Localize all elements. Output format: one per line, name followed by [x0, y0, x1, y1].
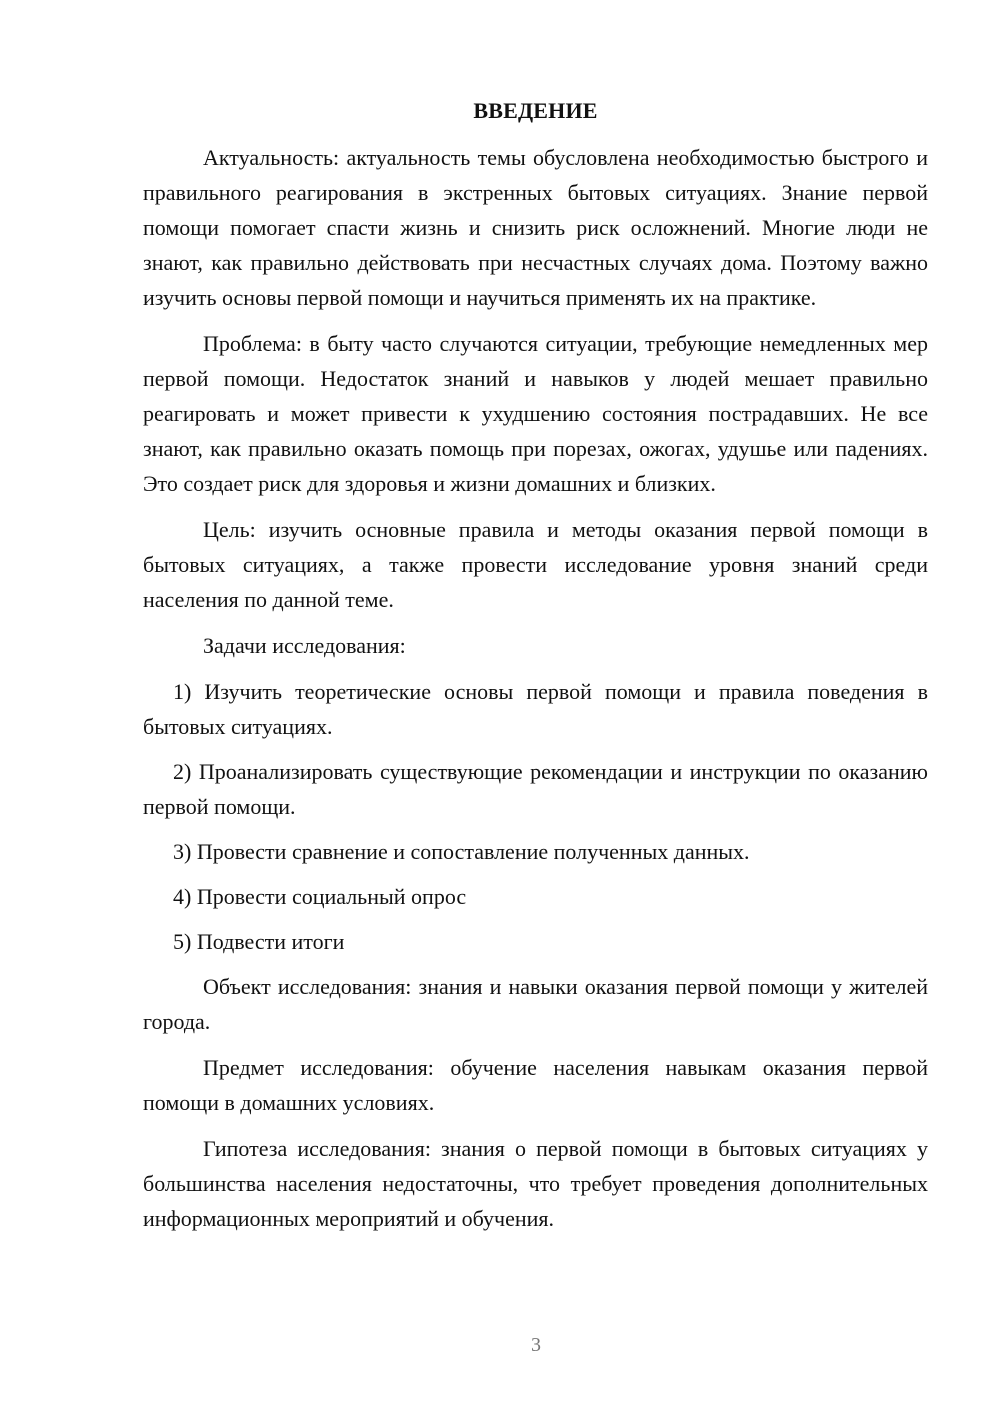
paragraph-hypothesis: Гипотеза исследования: знания о первой помощи в бытовых ситуациях у большинства населения недостаточны, что требует проведения дополнительных информационных мероприятий и обучения.: [143, 1136, 928, 1231]
paragraph-object: Объект исследования: знания и навыки оказания первой помощи у жителей города.: [143, 974, 928, 1034]
page-number: 3: [531, 1334, 541, 1356]
document-page: [143, 94, 928, 1247]
task-item-1: 1) Изучить теоретические основы первой помощи и правила поведения в бытовых ситуациях.: [143, 679, 928, 739]
task-item-2: 2) Проанализировать существующие рекомендации и инструкции по оказанию первой помощи.: [143, 759, 928, 819]
task-item-5: 5) Подвести итоги: [173, 929, 345, 954]
paragraph-relevance: Актуальность: актуальность темы обусловлена необходимостью быстрого и правильного реагирования в экстренных бытовых ситуациях. Знание первой помощи помогает спасти жизнь и снизить риск осложнений. Многие люди не знают, как правильно действовать при несчастных случаях дома. Поэтому важно изучить основы первой помощи и научиться применять их на практике.: [143, 145, 928, 310]
task-item-4: 4) Провести социальный опрос: [173, 884, 467, 909]
paragraph-tasks-heading: Задачи исследования:: [203, 633, 406, 658]
task-item-3: 3) Провести сравнение и сопоставление полученных данных.: [173, 839, 750, 864]
section-title: ВВЕДЕНИЕ: [473, 98, 598, 123]
paragraph-problem: Проблема: в быту часто случаются ситуации, требующие немедленных мер первой помощи. Недостаток знаний и навыков у людей мешает правильно реагировать и может привести к ухудшению состояния пострадавших. Не все знают, как правильно оказать помощь при порезах, ожогах, удушье или падениях. Это создает риск для здоровья и жизни домашних и близких.: [143, 331, 928, 496]
paragraph-subject: Предмет исследования: обучение населения навыкам оказания первой помощи в домашних условиях.: [143, 1055, 928, 1115]
paragraph-goal: Цель: изучить основные правила и методы оказания первой помощи в бытовых ситуациях, а также провести исследование уровня знаний среди населения по данной теме.: [143, 517, 928, 612]
